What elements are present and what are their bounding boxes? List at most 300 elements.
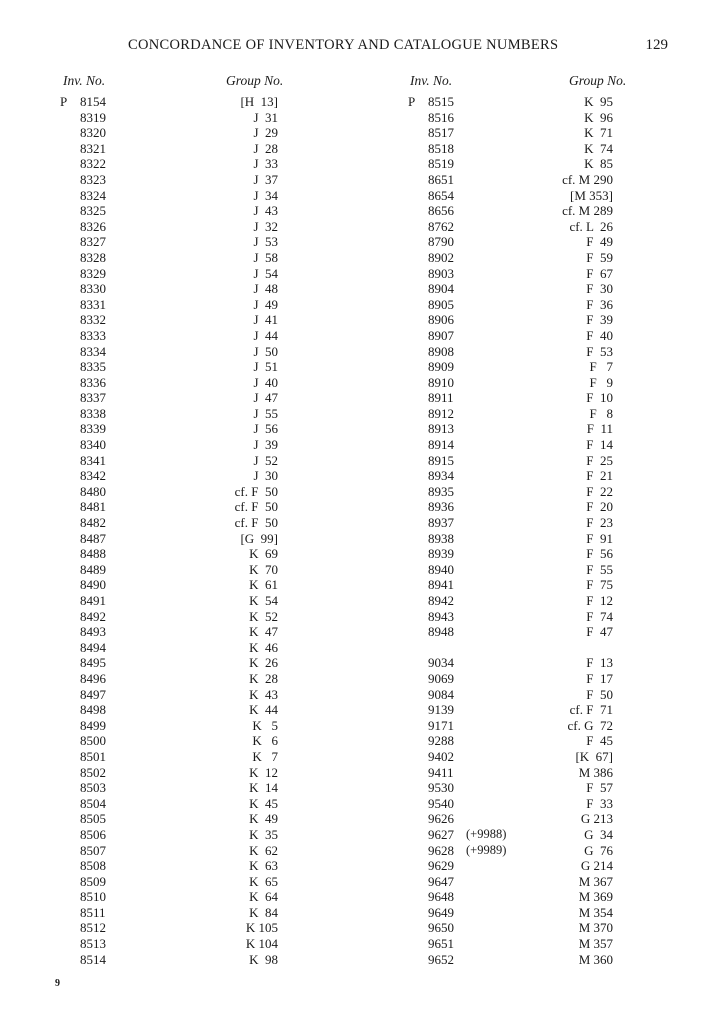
group-number: G 213 bbox=[580, 811, 613, 827]
left-table-row bbox=[60, 811, 180, 827]
right-group-row bbox=[540, 655, 613, 671]
group-number: cf. G 72 bbox=[567, 717, 613, 733]
left-table-row bbox=[60, 780, 180, 796]
group-number: K 98 bbox=[249, 951, 278, 967]
inv-number: 8323 bbox=[80, 171, 106, 187]
left-group-row bbox=[200, 687, 278, 703]
group-number: K 70 bbox=[249, 561, 278, 577]
left-group-row bbox=[200, 266, 278, 282]
inv-number: 8940 bbox=[428, 561, 454, 577]
right-group-row bbox=[540, 640, 613, 656]
left-group-row bbox=[200, 406, 278, 422]
inv-number: 9540 bbox=[428, 795, 454, 811]
group-number: K 6 bbox=[252, 733, 278, 749]
inv-number: 8490 bbox=[80, 577, 106, 593]
right-table-row bbox=[408, 297, 538, 313]
group-number: F 23 bbox=[586, 515, 613, 531]
inv-number: 8504 bbox=[80, 795, 106, 811]
group-number: M 357 bbox=[578, 936, 613, 952]
right-table-row bbox=[408, 889, 538, 905]
group-number: K 35 bbox=[249, 826, 278, 842]
group-number: [K 67] bbox=[575, 748, 613, 764]
inv-number: 8910 bbox=[428, 374, 454, 390]
left-group-row bbox=[200, 141, 278, 157]
group-number: cf. L 26 bbox=[569, 218, 613, 234]
inv-number: 9649 bbox=[428, 904, 454, 920]
left-table-row bbox=[60, 406, 180, 422]
inv-number: 8937 bbox=[428, 515, 454, 531]
group-number: J 30 bbox=[253, 468, 278, 484]
right-group-row bbox=[540, 952, 613, 968]
right-table-row bbox=[408, 219, 538, 235]
inv-number: 9288 bbox=[428, 733, 454, 749]
inv-number: 8488 bbox=[80, 546, 106, 562]
inv-number: 9651 bbox=[428, 936, 454, 952]
inv-number: 8908 bbox=[428, 343, 454, 359]
group-number: K 63 bbox=[249, 858, 278, 874]
right-table-row bbox=[408, 765, 538, 781]
right-table-row bbox=[408, 344, 538, 360]
right-group-row bbox=[540, 905, 613, 921]
left-table-row bbox=[60, 141, 180, 157]
left-group-row bbox=[200, 281, 278, 297]
inv-number: 8510 bbox=[80, 889, 106, 905]
right-table-row bbox=[408, 141, 538, 157]
right-table-row bbox=[408, 562, 538, 578]
group-number: J 43 bbox=[253, 203, 278, 219]
right-table-row bbox=[408, 655, 538, 671]
inv-number: 8913 bbox=[428, 421, 454, 437]
inv-number: 8503 bbox=[80, 780, 106, 796]
inv-number: 8651 bbox=[428, 171, 454, 187]
group-number: J 28 bbox=[253, 140, 278, 156]
right-table-row bbox=[408, 577, 538, 593]
group-number: [G 99] bbox=[240, 530, 278, 546]
right-group-row bbox=[540, 375, 613, 391]
group-number: F 39 bbox=[586, 312, 613, 328]
group-number: F 59 bbox=[586, 249, 613, 265]
right-table-row bbox=[408, 843, 538, 859]
group-number: F 45 bbox=[586, 733, 613, 749]
right-group-row bbox=[540, 811, 613, 827]
right-table-row bbox=[408, 94, 538, 110]
inv-number: 8492 bbox=[80, 608, 106, 624]
left-group-row bbox=[200, 858, 278, 874]
left-group-row bbox=[200, 655, 278, 671]
right-table-row bbox=[408, 874, 538, 890]
left-table-row bbox=[60, 453, 180, 469]
left-table-row bbox=[60, 297, 180, 313]
inv-number: 8505 bbox=[80, 811, 106, 827]
group-number: M 386 bbox=[578, 764, 613, 780]
inv-number: 8336 bbox=[80, 374, 106, 390]
inv-number: 8518 bbox=[428, 140, 454, 156]
group-number: G 76 bbox=[584, 842, 613, 858]
right-table-row bbox=[408, 858, 538, 874]
left-table-row bbox=[60, 749, 180, 765]
group-number: K 44 bbox=[249, 702, 278, 718]
inv-number: 8914 bbox=[428, 437, 454, 453]
left-table-row bbox=[60, 359, 180, 375]
group-number: K 47 bbox=[249, 624, 278, 640]
right-table-row bbox=[408, 687, 538, 703]
right-table-row bbox=[408, 952, 538, 968]
left-table-row bbox=[60, 219, 180, 235]
left-table-row bbox=[60, 203, 180, 219]
left-group-row bbox=[200, 811, 278, 827]
inv-number: 8319 bbox=[80, 109, 106, 125]
left-table-row bbox=[60, 609, 180, 625]
inv-number: 8517 bbox=[428, 125, 454, 141]
right-group-row bbox=[540, 297, 613, 313]
inv-number: 9648 bbox=[428, 889, 454, 905]
group-number: K 62 bbox=[249, 842, 278, 858]
inv-number: 8909 bbox=[428, 359, 454, 375]
left-group-row bbox=[200, 94, 278, 110]
inv-prefix: P bbox=[408, 94, 416, 109]
inv-number: 8509 bbox=[80, 873, 106, 889]
right-table-row bbox=[408, 624, 538, 640]
left-group-row bbox=[200, 390, 278, 406]
left-group-row bbox=[200, 234, 278, 250]
page-title: CONCORDANCE OF INVENTORY AND CATALOGUE NUMBERS bbox=[128, 37, 559, 53]
right-group-row bbox=[540, 94, 613, 110]
right-table-row bbox=[408, 920, 538, 936]
right-group-row bbox=[540, 733, 613, 749]
right-group-row bbox=[540, 749, 613, 765]
group-number: F 50 bbox=[586, 686, 613, 702]
left-group-header: Group No. bbox=[226, 73, 284, 88]
inv-number: 8943 bbox=[428, 608, 454, 624]
group-number: F 57 bbox=[586, 780, 613, 796]
inv-number: 8326 bbox=[80, 218, 106, 234]
right-group-row bbox=[540, 219, 613, 235]
inv-number: 8512 bbox=[80, 920, 106, 936]
right-group-row bbox=[540, 874, 613, 890]
right-group-row bbox=[540, 687, 613, 703]
left-table-row bbox=[60, 312, 180, 328]
right-group-row bbox=[540, 344, 613, 360]
inv-number: 8497 bbox=[80, 686, 106, 702]
right-group-row bbox=[540, 266, 613, 282]
group-number: J 31 bbox=[253, 109, 278, 125]
left-table-row bbox=[60, 889, 180, 905]
right-group-row bbox=[540, 858, 613, 874]
right-table-row bbox=[408, 796, 538, 812]
group-number: F 55 bbox=[586, 561, 613, 577]
right-group-row bbox=[540, 421, 613, 437]
left-group-row bbox=[200, 920, 278, 936]
left-group-row bbox=[200, 250, 278, 266]
right-group-row bbox=[540, 141, 613, 157]
right-group-row bbox=[540, 359, 613, 375]
group-number: F 21 bbox=[586, 468, 613, 484]
inv-number: 9652 bbox=[428, 951, 454, 967]
left-group-row bbox=[200, 297, 278, 313]
group-number: K 74 bbox=[584, 140, 613, 156]
right-table-row bbox=[408, 359, 538, 375]
inv-number: 8903 bbox=[428, 265, 454, 281]
left-table-row bbox=[60, 546, 180, 562]
right-table-row bbox=[408, 733, 538, 749]
left-table-row bbox=[60, 593, 180, 609]
left-table-row bbox=[60, 765, 180, 781]
right-table-row bbox=[408, 266, 538, 282]
left-table-row bbox=[60, 827, 180, 843]
left-table-row bbox=[60, 437, 180, 453]
inv-number: 8340 bbox=[80, 437, 106, 453]
group-number: K 26 bbox=[249, 655, 278, 671]
left-group-row bbox=[200, 219, 278, 235]
inv-number: 9530 bbox=[428, 780, 454, 796]
inv-number: 8519 bbox=[428, 156, 454, 172]
right-table-row bbox=[408, 468, 538, 484]
right-table-row bbox=[408, 515, 538, 531]
group-number: F 25 bbox=[586, 452, 613, 468]
group-number: J 51 bbox=[253, 359, 278, 375]
group-number: J 47 bbox=[253, 390, 278, 406]
right-table-row bbox=[408, 640, 538, 656]
left-table-row bbox=[60, 375, 180, 391]
left-group-row bbox=[200, 484, 278, 500]
inv-number: 8322 bbox=[80, 156, 106, 172]
inv-number: 8906 bbox=[428, 312, 454, 328]
right-table-row bbox=[408, 780, 538, 796]
left-table-row bbox=[60, 702, 180, 718]
inv-number: 8334 bbox=[80, 343, 106, 359]
inv-number: 8495 bbox=[80, 655, 106, 671]
inv-number: 8515 bbox=[428, 94, 454, 109]
right-group-row bbox=[540, 843, 613, 859]
inv-number: 8501 bbox=[80, 748, 106, 764]
inv-number: 8333 bbox=[80, 327, 106, 343]
right-group-row bbox=[540, 889, 613, 905]
group-number: F 10 bbox=[586, 390, 613, 406]
group-number: J 37 bbox=[253, 171, 278, 187]
right-table-row bbox=[408, 453, 538, 469]
group-number: J 58 bbox=[253, 249, 278, 265]
right-group-row bbox=[540, 250, 613, 266]
inv-number: 8939 bbox=[428, 546, 454, 562]
left-group-row bbox=[200, 453, 278, 469]
right-group-row bbox=[540, 624, 613, 640]
group-number: F 9 bbox=[589, 374, 613, 390]
group-number: M 360 bbox=[578, 951, 613, 967]
left-group-row bbox=[200, 718, 278, 734]
inv-number: 8762 bbox=[428, 218, 454, 234]
left-group-row bbox=[200, 952, 278, 968]
inv-number: 8480 bbox=[80, 483, 106, 499]
right-table-row bbox=[408, 250, 538, 266]
inv-number: 8342 bbox=[80, 468, 106, 484]
left-group-row bbox=[200, 624, 278, 640]
left-group-row bbox=[200, 702, 278, 718]
left-table-row bbox=[60, 843, 180, 859]
inv-number: 8494 bbox=[80, 639, 106, 655]
left-table-row bbox=[60, 281, 180, 297]
right-table-row bbox=[408, 156, 538, 172]
group-number: M 369 bbox=[578, 889, 613, 905]
right-group-row bbox=[540, 499, 613, 515]
inv-number: 8911 bbox=[428, 390, 454, 406]
left-group-row bbox=[200, 796, 278, 812]
left-table-row bbox=[60, 390, 180, 406]
group-number: K 12 bbox=[249, 764, 278, 780]
right-table-row bbox=[408, 203, 538, 219]
left-table-row bbox=[60, 624, 180, 640]
left-group-row bbox=[200, 936, 278, 952]
inv-number: 8942 bbox=[428, 593, 454, 608]
signature-mark: 9 bbox=[55, 978, 60, 989]
left-table-row bbox=[60, 655, 180, 671]
group-number: F 53 bbox=[586, 343, 613, 359]
right-table-row bbox=[408, 609, 538, 625]
group-number: [M 353] bbox=[570, 187, 613, 203]
inv-number: 8904 bbox=[428, 281, 454, 297]
inv-number: 8341 bbox=[80, 452, 106, 468]
group-number: G 34 bbox=[584, 826, 613, 842]
inv-number: 8502 bbox=[80, 764, 106, 780]
inv-number: 8941 bbox=[428, 577, 454, 593]
inv-number: 8324 bbox=[80, 187, 106, 203]
group-number: K 49 bbox=[249, 811, 278, 827]
left-inv-column bbox=[60, 94, 180, 967]
right-group-row bbox=[540, 172, 613, 188]
group-number: J 40 bbox=[253, 374, 278, 390]
inv-number: 8516 bbox=[428, 109, 454, 125]
right-table-row bbox=[408, 702, 538, 718]
group-number: K 46 bbox=[249, 639, 278, 655]
inv-number: 8320 bbox=[80, 125, 106, 141]
left-table-row bbox=[60, 733, 180, 749]
left-group-row bbox=[200, 344, 278, 360]
left-table-row bbox=[60, 515, 180, 531]
right-table-row bbox=[408, 905, 538, 921]
inv-number: 8915 bbox=[428, 452, 454, 468]
right-group-row bbox=[540, 234, 613, 250]
inv-extra: (+9989) bbox=[466, 842, 507, 857]
group-number: K 71 bbox=[584, 125, 613, 141]
inv-number: 8500 bbox=[80, 733, 106, 749]
right-table-row bbox=[408, 312, 538, 328]
left-table-row bbox=[60, 344, 180, 360]
inv-number: 9626 bbox=[428, 811, 454, 827]
inv-number: 8496 bbox=[80, 670, 106, 686]
right-group-row bbox=[540, 203, 613, 219]
group-number: K 95 bbox=[584, 94, 613, 109]
group-number: J 53 bbox=[253, 234, 278, 250]
right-group-row bbox=[540, 531, 613, 547]
right-group-row bbox=[540, 110, 613, 126]
left-group-row bbox=[200, 843, 278, 859]
group-number: J 33 bbox=[253, 156, 278, 172]
left-table-row bbox=[60, 562, 180, 578]
inv-number: 8935 bbox=[428, 483, 454, 499]
right-table-row bbox=[408, 749, 538, 765]
right-group-row bbox=[540, 390, 613, 406]
right-group-row bbox=[540, 936, 613, 952]
inv-number: 8507 bbox=[80, 842, 106, 858]
inv-number: 9629 bbox=[428, 858, 454, 874]
group-number: F 75 bbox=[586, 577, 613, 593]
left-table-row bbox=[60, 936, 180, 952]
group-number: J 52 bbox=[253, 452, 278, 468]
group-number: J 48 bbox=[253, 281, 278, 297]
left-table-row bbox=[60, 94, 180, 110]
left-group-row bbox=[200, 749, 278, 765]
group-number: F 14 bbox=[586, 437, 613, 453]
right-table-row bbox=[408, 406, 538, 422]
left-table-row bbox=[60, 671, 180, 687]
inv-number: 8938 bbox=[428, 530, 454, 546]
group-number: G 214 bbox=[580, 858, 613, 874]
right-group-row bbox=[540, 718, 613, 734]
left-group-row bbox=[200, 562, 278, 578]
inv-number: 8325 bbox=[80, 203, 106, 219]
group-number: J 32 bbox=[253, 218, 278, 234]
left-group-row bbox=[200, 468, 278, 484]
inv-number: 9402 bbox=[428, 748, 454, 764]
left-table-row bbox=[60, 874, 180, 890]
right-group-row bbox=[540, 281, 613, 297]
left-group-row bbox=[200, 671, 278, 687]
group-number: cf. F 71 bbox=[569, 702, 613, 718]
group-number: K 104 bbox=[245, 936, 278, 952]
left-group-row bbox=[200, 359, 278, 375]
left-group-row bbox=[200, 609, 278, 625]
inv-number: 9171 bbox=[428, 717, 454, 733]
inv-number: 8905 bbox=[428, 296, 454, 312]
left-table-row bbox=[60, 266, 180, 282]
group-number: M 367 bbox=[578, 873, 613, 889]
group-number: J 56 bbox=[253, 421, 278, 437]
right-table-row bbox=[408, 281, 538, 297]
group-number: K 5 bbox=[252, 717, 278, 733]
group-number: K 28 bbox=[249, 670, 278, 686]
right-table-row bbox=[408, 593, 538, 609]
left-table-row bbox=[60, 484, 180, 500]
right-group-row bbox=[540, 546, 613, 562]
left-table-row bbox=[60, 172, 180, 188]
inv-extra: (+9988) bbox=[466, 826, 507, 841]
right-group-row bbox=[540, 827, 613, 843]
left-group-row bbox=[200, 110, 278, 126]
group-number: F 17 bbox=[586, 670, 613, 686]
inv-number: 8511 bbox=[80, 904, 106, 920]
group-number: K 7 bbox=[252, 748, 278, 764]
group-number: F 47 bbox=[586, 624, 613, 640]
inv-number: 8487 bbox=[80, 530, 106, 546]
right-table-row bbox=[408, 546, 538, 562]
right-group-row bbox=[540, 609, 613, 625]
inv-number: 8331 bbox=[80, 296, 106, 312]
right-table-row bbox=[408, 390, 538, 406]
group-number: K 65 bbox=[249, 873, 278, 889]
group-number: F 74 bbox=[586, 608, 613, 624]
inv-number: 8907 bbox=[428, 327, 454, 343]
running-head bbox=[60, 37, 670, 57]
left-inv-header: Inv. No. bbox=[63, 73, 106, 88]
right-table-row bbox=[408, 375, 538, 391]
group-number: K 52 bbox=[249, 608, 278, 624]
inv-number: 8936 bbox=[428, 499, 454, 515]
group-number: K 61 bbox=[249, 577, 278, 593]
group-number: F 13 bbox=[586, 655, 613, 671]
group-number: cf. F 50 bbox=[234, 515, 278, 531]
group-number: cf. M 289 bbox=[562, 203, 613, 219]
group-number: cf. F 50 bbox=[234, 483, 278, 499]
inv-number: 8338 bbox=[80, 405, 106, 421]
